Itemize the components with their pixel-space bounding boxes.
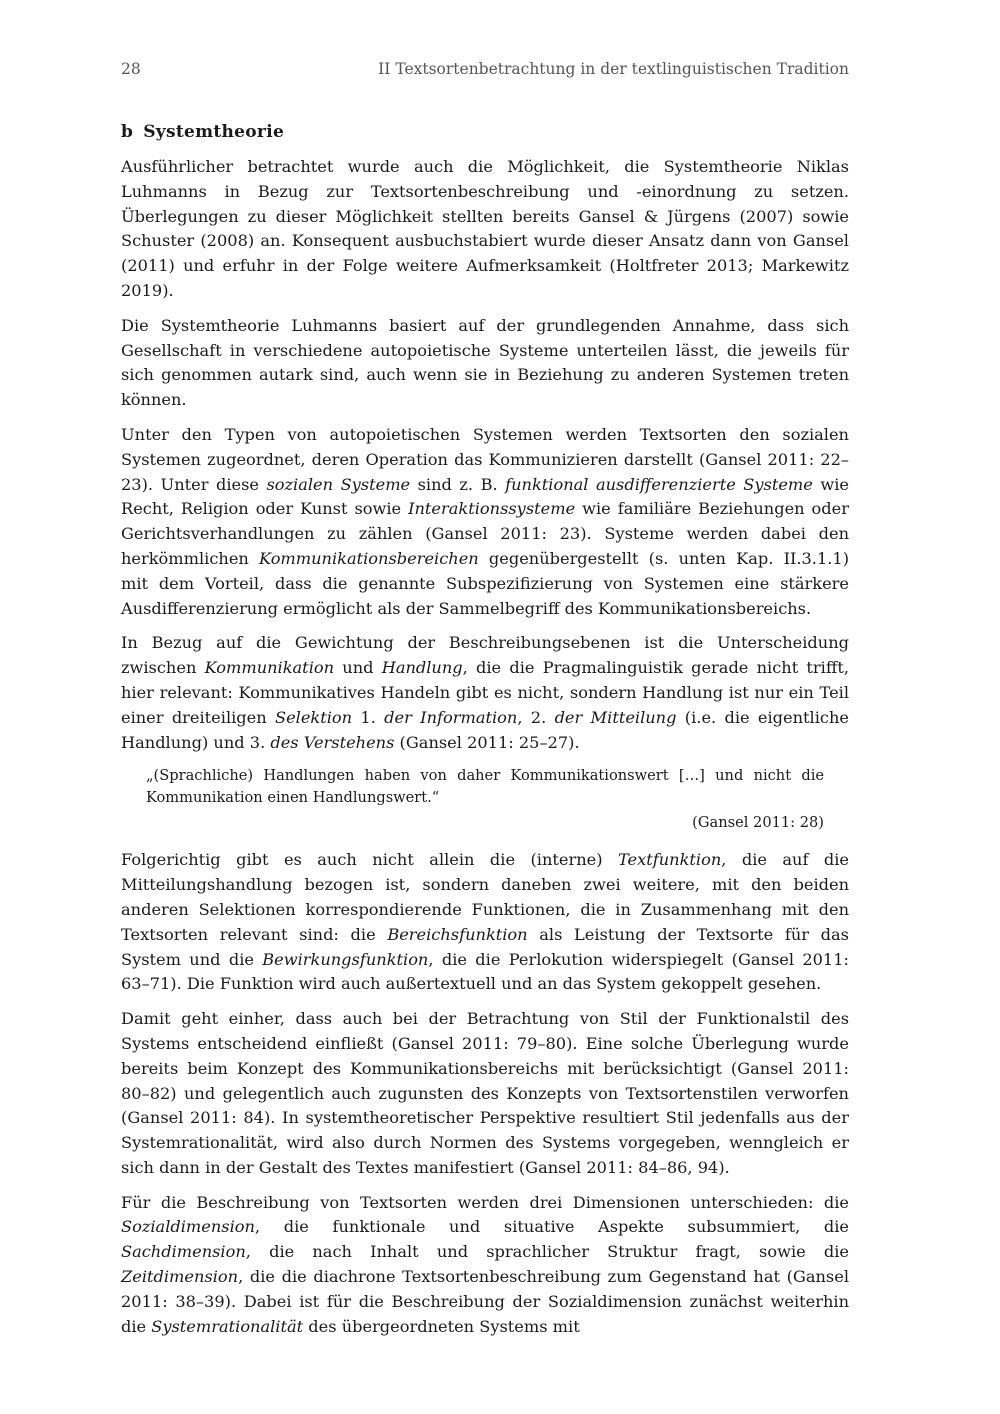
italic-term: der Mitteilung — [554, 707, 677, 727]
paragraph — [121, 1191, 849, 1340]
quote-text: „(Sprachliche) Handlungen haben von daher Kommunikationswert […] und nicht die Kommunikation einen Handlungswert.“ — [146, 767, 824, 807]
italic-term: Textfunktion — [617, 850, 722, 870]
text-run: 1. — [352, 707, 385, 727]
section-title: Systemtheorie — [143, 122, 285, 142]
text-run: (i.e. die eigentliche Handlung) und 3. — [121, 707, 849, 752]
quote-source: (Gansel 2011: 28) — [692, 814, 824, 832]
italic-term: funktional ausdifferenzierte Systeme — [505, 474, 813, 494]
text-run: Folgerichtig gibt es auch nicht allein die (interne) — [121, 850, 618, 870]
paragraph — [121, 314, 849, 413]
text-run: , 2. — [517, 707, 555, 727]
text-run: Damit geht einher, dass auch bei der Betrachtung von Stil der Funktionalstil des Systems entscheidend einfließt (Gansel 2011: 79–80). Eine solche Überlegung wurde bereits beim Konzept des Kommunikationsbereichs mit berücksichtigt (Gansel 2011: 80–82) und gelegentlich auch zugunsten des Konzepts von Textsortenstilen verworfen (Gansel 2011: 84). In systemtheoretischer Perspektive resultiert Stil jedenfalls aus der Systemrationalität, wird also durch Normen des Systems vorgegeben, wenngleich er sich dann in der Gestalt des Textes manifestiert (Gansel 2011: 84–86, 94). — [121, 1009, 849, 1177]
italic-term: Kommunikationsbereichen — [259, 548, 479, 568]
italic-term: der Information — [384, 707, 518, 727]
text-run: sind z. B. — [410, 474, 506, 494]
paragraph — [121, 631, 849, 755]
italic-term: Handlung — [381, 658, 463, 678]
text-run: wie familiäre Beziehungen oder Gerichtsverhandlungen zu zählen (Gansel 2011: 23). Systeme werden dabei den herkömmlichen — [121, 499, 849, 568]
italic-term: Bereichsfunktion — [387, 924, 528, 944]
section-heading — [121, 119, 849, 145]
paragraphs-before-quote — [121, 155, 849, 755]
body-text — [121, 119, 849, 1349]
text-run: Ausführlicher betrachtet wurde auch die Möglichkeit, die Systemtheorie Niklas Luhmanns in Bezug zur Textsortenbeschreibung und -einordnung zu setzen. Überlegungen zu dieser Möglichkeit stellten bereits Gansel & Jürgens (2007) sowie Schuster (2008) an. Konsequent ausbuchstabiert wurde dieser Ansatz dann von Gansel (2011) und erfuhr in der Folge weitere Aufmerksamkeit (Holtfreter 2013; Markewitz 2019). — [121, 157, 849, 300]
paragraphs-after-quote — [121, 848, 849, 1339]
running-header — [121, 60, 849, 82]
chapter-title: II Textsortenbetrachtung in der textlinguistischen Tradition — [378, 60, 849, 78]
italic-term: Systemrationalität — [151, 1316, 304, 1336]
italic-term: Zeitdimension — [121, 1267, 239, 1287]
text-run: des übergeordneten Systems mit — [303, 1316, 580, 1336]
text-run: , die funktionale und situative Aspekte subsummiert, die — [254, 1217, 849, 1237]
section-label: b — [121, 122, 134, 142]
text-run: Die Systemtheorie Luhmanns basiert auf der grundlegenden Annahme, dass sich Gesellschaft in verschiedene autopoietische Systeme unterteilen lässt, die jeweils für sich genommen autark sind, auch wenn sie in Beziehung zu anderen Systemen treten können. — [121, 315, 849, 410]
page-number: 28 — [121, 60, 141, 78]
italic-term: Kommunikation — [204, 658, 335, 678]
paragraph — [121, 1007, 849, 1181]
italic-term: Bewirkungsfunktion — [262, 949, 429, 969]
block-quote — [146, 765, 824, 834]
text-run: In Bezug auf die Gewichtung der Beschreibungsebenen ist die Unterscheidung zwischen — [121, 633, 849, 678]
text-run: , die die Pragmalinguistik gerade nicht trifft, hier relevant: Kommunikatives Handeln gibt es nicht, sondern Handlung ist nur ein Teil einer dreiteiligen — [121, 658, 849, 727]
italic-term: Interaktionssysteme — [408, 499, 576, 519]
paragraph — [121, 155, 849, 304]
italic-term: Sachdimension — [121, 1242, 246, 1262]
text-run: , die auf die Mitteilungshandlung bezogen ist, sondern daneben zwei weitere, mit den beiden anderen Selektionen korrespondierende Funktionen, die in Zusammenhang mit den Textsorten relevant sind: die — [121, 850, 850, 944]
italic-term: sozialen Systeme — [266, 474, 411, 494]
paragraph — [121, 423, 849, 621]
italic-term: Selektion — [274, 707, 353, 727]
paragraph — [121, 848, 849, 997]
text-run: und — [334, 658, 382, 678]
text-run: , die nach Inhalt und sprachlicher Struktur fragt, sowie die — [245, 1242, 849, 1262]
text-run: Unter den Typen von autopoietischen Systemen werden Textsorten den sozialen Systemen zugeordnet, deren Operation das Kommunizieren darstellt (Gansel 2011: 22–23). Unter diese — [121, 424, 849, 494]
text-run: , die die Perlokution widerspiegelt (Gansel 2011: 63–71). Die Funktion wird auch außertextuell und an das System gekoppelt gesehen. — [121, 949, 849, 994]
text-run: wie Recht, Religion oder Kunst sowie — [121, 474, 849, 519]
italic-term: Sozialdimension — [121, 1217, 255, 1237]
text-run: (Gansel 2011: 25–27). — [394, 732, 580, 752]
text-run: Für die Beschreibung von Textsorten werden drei Dimensionen unterschieden: die — [121, 1192, 849, 1212]
text-run: , die die diachrone Textsortenbeschreibung zum Gegenstand hat (Gansel 2011: 38–39). Dabei ist für die Beschreibung der Sozialdimension zunächst weiterhin die — [121, 1267, 849, 1336]
italic-term: des Verstehens — [270, 732, 395, 752]
text-run: als Leistung der Textsorte für das System und die — [121, 924, 849, 969]
text-run: gegenübergestellt (s. unten Kap. II.3.1.1) mit dem Vorteil, dass die genannte Subspezifizierung von Systemen eine stärkere Ausdifferenzierung ermöglicht als der Sammelbegriff des Kommunikationsbereichs. — [121, 548, 850, 618]
